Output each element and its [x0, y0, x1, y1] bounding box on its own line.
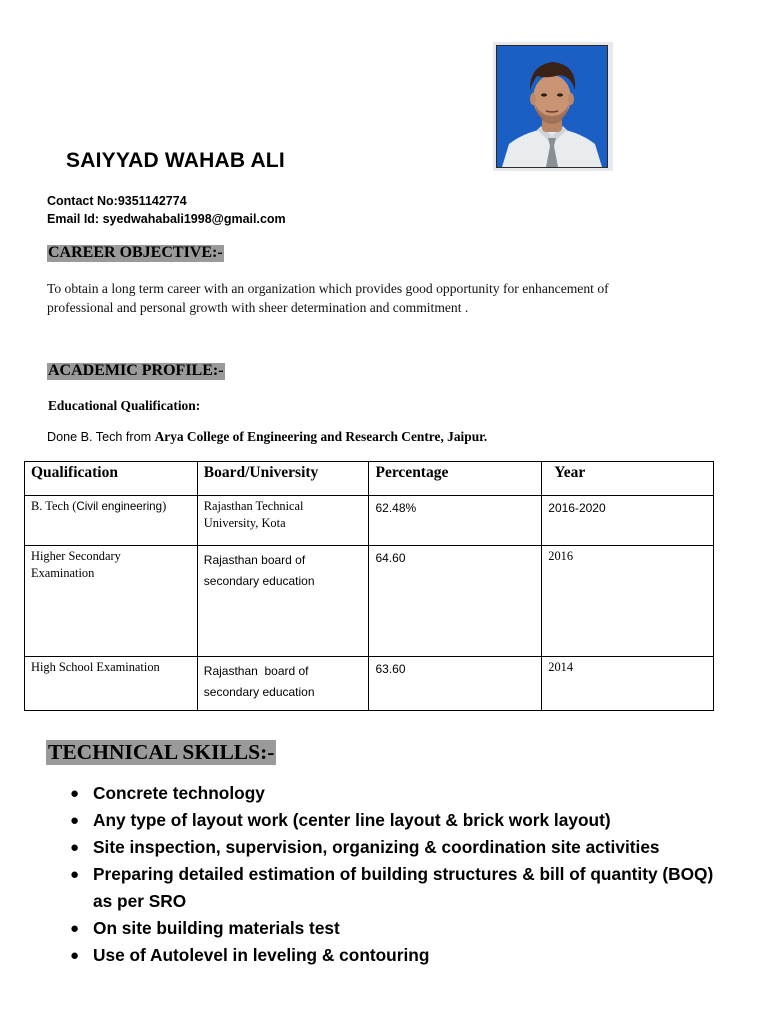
qual-line-1: Higher Secondary: [31, 549, 121, 563]
bullet-icon: ●: [70, 785, 80, 802]
table-row: [25, 496, 714, 546]
header-qualification: Qualification: [25, 462, 198, 496]
college-name: Arya College of Engineering and Research Centre, Jaipur.: [154, 429, 488, 444]
board-line-1: Rajasthan board of: [203, 553, 306, 567]
skill-text: Concrete technology: [93, 783, 265, 803]
cell-year: 2016: [542, 546, 714, 657]
candidate-name: SAIYYAD WAHAB ALI: [66, 149, 285, 172]
board-line-1: Rajasthan Technical: [203, 499, 304, 513]
qualification-table: [24, 461, 714, 711]
skill-text: Any type of layout work (center line layout & brick work layout): [93, 810, 611, 830]
cell-qualification: High School Examination: [25, 657, 198, 711]
table-row: [25, 657, 714, 711]
table-row: [25, 546, 714, 657]
list-item: [70, 942, 720, 969]
profile-photo: [493, 42, 613, 171]
photo-portrait: [496, 45, 608, 168]
board-line-2: University, Kota: [203, 516, 286, 530]
qual-line-2: Examination: [31, 566, 95, 580]
header-percentage: Percentage: [369, 462, 542, 496]
board-line-1: Rajasthan board of: [203, 664, 309, 678]
skill-text: Preparing detailed estimation of building structures & bill of quantity (BOQ) as per SRO: [93, 864, 714, 911]
email-address: Email Id: syedwahabali1998@gmail.com: [47, 212, 286, 226]
career-objective-heading: CAREER OBJECTIVE:-: [48, 244, 223, 261]
list-item: [70, 780, 720, 807]
degree-statement: [47, 429, 487, 445]
contact-number: Contact No:9351142774: [47, 194, 187, 208]
technical-skills-list: [70, 780, 720, 969]
board-line-2: secondary education: [203, 685, 315, 699]
skill-text: Site inspection, supervision, organizing & coordination site activities: [93, 837, 660, 857]
cell-year: 2016-2020: [542, 496, 714, 546]
cell-board: [197, 657, 369, 711]
list-item: [70, 861, 720, 915]
skill-text: Use of Autolevel in leveling & contouring: [93, 945, 430, 965]
bullet-icon: ●: [70, 812, 80, 829]
skill-text: On site building materials test: [93, 918, 340, 938]
qual-text-c: ): [162, 499, 167, 513]
table-header-row: [25, 462, 714, 496]
cell-qualification: [25, 546, 198, 657]
qual-text-a: B. Tech (: [31, 499, 77, 513]
portrait-illustration: [497, 46, 607, 167]
bullet-icon: ●: [70, 839, 80, 856]
cell-board: [197, 496, 369, 546]
cell-percentage: 64.60: [369, 546, 542, 657]
list-item: [70, 915, 720, 942]
cell-qualification: [25, 496, 198, 546]
bullet-icon: ●: [70, 920, 80, 937]
bullet-icon: ●: [70, 947, 80, 964]
board-line-2: secondary education: [203, 574, 315, 588]
bullet-icon: ●: [70, 866, 80, 883]
header-board-university: Board/University: [197, 462, 369, 496]
career-objective-text: [47, 279, 707, 317]
cell-percentage: 62.48%: [369, 496, 542, 546]
educational-qualification-heading: Educational Qualification:: [48, 398, 201, 413]
career-objective-line-2: professional and personal growth with sheer determination and commitment .: [47, 300, 469, 315]
cell-board: [197, 546, 369, 657]
career-objective-line-1: To obtain a long term career with an organization which provides good opportunity for enhancement of: [47, 281, 609, 296]
cell-year: 2014: [542, 657, 714, 711]
degree-prefix: Done B. Tech from: [47, 430, 155, 444]
header-year: Year: [542, 462, 714, 496]
list-item: [70, 834, 720, 861]
academic-profile-heading: ACADEMIC PROFILE:-: [48, 362, 224, 379]
cell-percentage: 63.60: [369, 657, 542, 711]
list-item: [70, 807, 720, 834]
qual-text-b: Civil engineering: [76, 500, 163, 513]
technical-skills-heading: TECHNICAL SKILLS:-: [48, 740, 275, 764]
